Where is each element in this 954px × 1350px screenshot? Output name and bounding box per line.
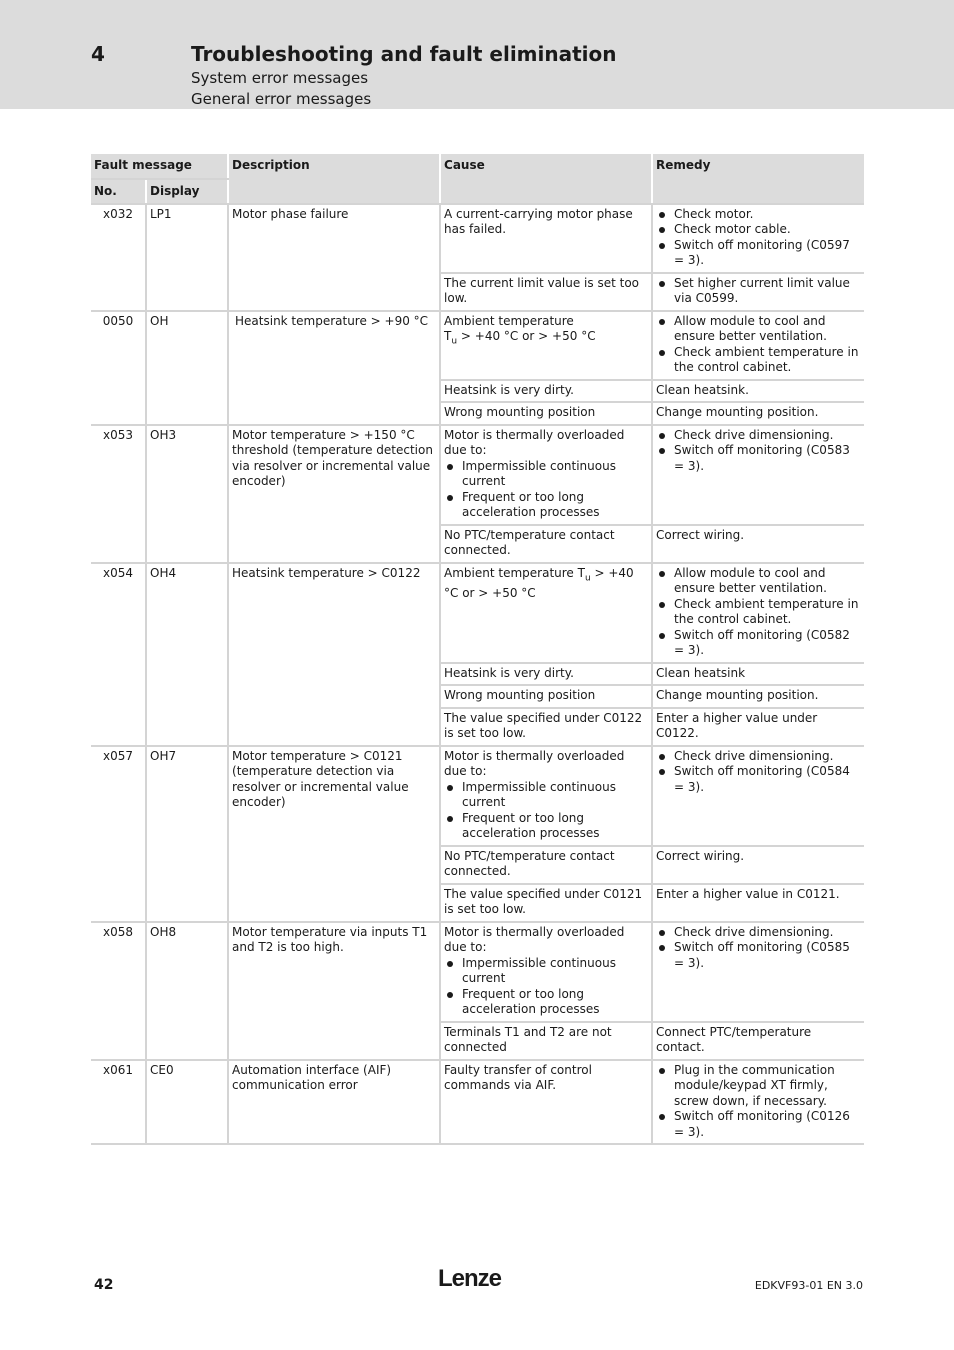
fault-cause: No PTC/temperature contact connected.	[440, 525, 652, 563]
fault-no: x057	[91, 746, 146, 922]
fault-description: Motor temperature > C0121 (temperature detection via resolver or incremental value encoder)	[228, 746, 440, 922]
table-row	[91, 311, 864, 380]
remedy-item: Allow module to cool and ensure better ventilation.	[656, 566, 861, 597]
remedy-item: Switch off monitoring (C0582 = 3).	[656, 628, 861, 659]
fault-description: Heatsink temperature > +90 °C	[228, 311, 440, 425]
remedy-item: Switch off monitoring (C0583 = 3).	[656, 443, 861, 474]
fault-remedy: Clean heatsink	[652, 663, 864, 686]
lenze-logo: Lenze	[438, 1265, 502, 1292]
th-cause: Cause	[440, 154, 652, 204]
fault-no: x053	[91, 425, 146, 563]
cause-item: Impermissible continuous current	[444, 956, 648, 987]
fault-cause	[440, 922, 652, 1022]
fault-display: OH	[146, 311, 228, 425]
table-row	[91, 746, 864, 846]
fault-cause: The value specified under C0122 is set too low.	[440, 708, 652, 746]
cause-item: Frequent or too long acceleration processes	[444, 490, 648, 521]
fault-remedy	[652, 746, 864, 846]
cause-symbol: T	[444, 329, 452, 343]
fault-no: x061	[91, 1060, 146, 1145]
th-fault-message: Fault message	[91, 154, 228, 179]
cause-line: > +40 °C or > +50 °C	[444, 565, 634, 601]
th-description: Description	[228, 154, 440, 204]
fault-cause	[440, 746, 652, 846]
fault-cause	[440, 425, 652, 525]
cause-subscript: u	[584, 572, 591, 583]
fault-display: CE0	[146, 1060, 228, 1145]
fault-description: Heatsink temperature > C0122	[228, 563, 440, 746]
fault-cause: No PTC/temperature contact connected.	[440, 846, 652, 884]
chapter-title: Troubleshooting and fault elimination	[191, 42, 617, 66]
header-row-1	[91, 154, 864, 179]
subsection-title: General error messages	[191, 90, 372, 108]
remedy-item: Check drive dimensioning.	[656, 925, 861, 941]
fault-cause: A current-carrying motor phase has failed.	[440, 204, 652, 273]
fault-remedy: Clean heatsink.	[652, 380, 864, 403]
cause-line: > +40 °C or > +50 °C	[457, 329, 596, 343]
fault-remedy	[652, 273, 864, 311]
fault-remedy	[652, 425, 864, 525]
fault-display: OH3	[146, 425, 228, 563]
table-row	[91, 425, 864, 525]
fault-display: OH8	[146, 922, 228, 1060]
fault-no: x032	[91, 204, 146, 311]
fault-cause: Wrong mounting position	[440, 685, 652, 708]
fault-remedy: Change mounting position.	[652, 402, 864, 425]
fault-cause: The value specified under C0121 is set too low.	[440, 884, 652, 922]
fault-cause: Terminals T1 and T2 are not connected	[440, 1022, 652, 1060]
fault-cause: Heatsink is very dirty.	[440, 663, 652, 686]
fault-remedy	[652, 922, 864, 1022]
fault-table	[91, 154, 864, 1145]
fault-cause: Faulty transfer of control commands via AIF.	[440, 1060, 652, 1145]
remedy-item: Check drive dimensioning.	[656, 428, 861, 444]
cause-intro: Motor is thermally overloaded due to:	[444, 427, 625, 457]
cause-item: Impermissible continuous current	[444, 459, 648, 490]
cause-intro: Motor is thermally overloaded due to:	[444, 748, 625, 778]
cause-line: Ambient temperature T	[444, 565, 585, 580]
fault-cause: Wrong mounting position	[440, 402, 652, 425]
fault-cause: Heatsink is very dirty.	[440, 380, 652, 403]
fault-no: x054	[91, 563, 146, 746]
table-row	[91, 204, 864, 273]
fault-cause	[440, 311, 652, 380]
fault-description: Motor temperature via inputs T1 and T2 is too high.	[228, 922, 440, 1060]
cause-line: Ambient temperature	[444, 313, 574, 328]
th-remedy: Remedy	[652, 154, 864, 204]
fault-remedy: Enter a higher value under C0122.	[652, 708, 864, 746]
remedy-item: Allow module to cool and ensure better ventilation.	[656, 314, 861, 345]
table-row	[91, 563, 864, 663]
remedy-item: Check motor cable.	[656, 222, 861, 238]
table-row	[91, 1060, 864, 1145]
chapter-number: 4	[91, 42, 105, 66]
remedy-item: Set higher current limit value via C0599.	[656, 276, 861, 307]
remedy-item: Check motor.	[656, 207, 861, 223]
cause-item: Frequent or too long acceleration processes	[444, 987, 648, 1018]
fault-display: OH7	[146, 746, 228, 922]
cause-subscript: u	[451, 336, 458, 347]
remedy-item: Plug in the communication module/keypad XT firmly, screw down, if necessary.	[656, 1063, 861, 1110]
remedy-item: Switch off monitoring (C0126 = 3).	[656, 1109, 861, 1140]
fault-remedy	[652, 563, 864, 663]
th-display: Display	[146, 179, 228, 204]
cause-item: Frequent or too long acceleration processes	[444, 811, 648, 842]
fault-remedy	[652, 311, 864, 380]
fault-remedy: Change mounting position.	[652, 685, 864, 708]
fault-no: 0050	[91, 311, 146, 425]
document-id: EDKVF93-01 EN 3.0	[754, 1279, 863, 1292]
cause-item: Impermissible continuous current	[444, 780, 648, 811]
remedy-item: Switch off monitoring (C0585 = 3).	[656, 940, 861, 971]
fault-remedy	[652, 1060, 864, 1145]
fault-description: Automation interface (AIF) communication error	[228, 1060, 440, 1145]
remedy-item: Check drive dimensioning.	[656, 749, 861, 765]
fault-remedy: Connect PTC/temperature contact.	[652, 1022, 864, 1060]
cause-intro: Motor is thermally overloaded due to:	[444, 924, 625, 954]
th-no: No.	[91, 179, 146, 204]
fault-cause: The current limit value is set too low.	[440, 273, 652, 311]
fault-display: LP1	[146, 204, 228, 311]
fault-no: x058	[91, 922, 146, 1060]
fault-remedy: Correct wiring.	[652, 525, 864, 563]
fault-display: OH4	[146, 563, 228, 746]
remedy-item: Check ambient temperature in the control cabinet.	[656, 345, 861, 376]
fault-remedy: Enter a higher value in C0121.	[652, 884, 864, 922]
remedy-item: Check ambient temperature in the control cabinet.	[656, 597, 861, 628]
remedy-item: Switch off monitoring (C0597 = 3).	[656, 238, 861, 269]
fault-description: Motor temperature > +150 °C threshold (temperature detection via resolver or incremental value encoder)	[228, 425, 440, 563]
table-row	[91, 922, 864, 1022]
fault-remedy	[652, 204, 864, 273]
page-number: 42	[94, 1277, 114, 1293]
fault-remedy: Correct wiring.	[652, 846, 864, 884]
fault-description: Motor phase failure	[228, 204, 440, 311]
section-title: System error messages	[191, 69, 369, 87]
remedy-item: Switch off monitoring (C0584 = 3).	[656, 764, 861, 795]
fault-cause	[440, 563, 652, 663]
